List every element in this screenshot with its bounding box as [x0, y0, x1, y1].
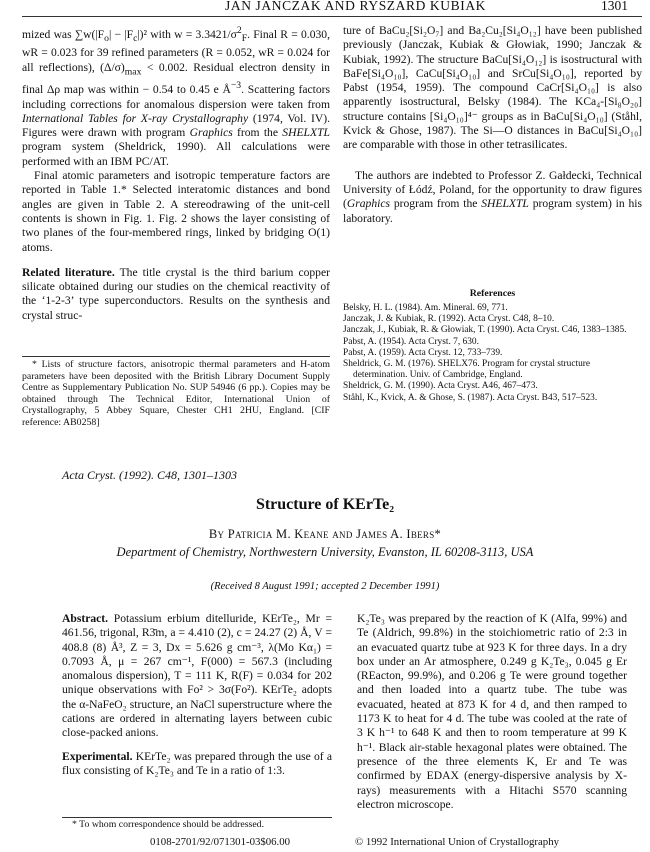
correspondence-footnote: * To whom correspondence should be addressed. — [72, 819, 265, 830]
experimental-continued: K₂Te₃ was prepared by the reaction of K (Alfa, 99%) and Te (Aldrich, 99.8%) in the stoichiometric ratio of 2:3 in an evacuated quartz tube at 923 K for three days. In a dry box under an Ar atmosphere, 0.249 g K₂Te₃, 0.045 g Er (REacton, 99.9%), and 0.206 g Te were ground together and then loaded into a quartz tube. The tube was evacuated, heated at 873 K for 4 d, and then ramped to 1173 K to heat for 4 d. The tube was cooled at the rate of 3 K h⁻¹ to 648 K and then to room temperature at 99 K h⁻¹. Black air-stable hexagonal plates were obtained. The presence of the three elements K, Er and Te was confirmed by EDAX (energy-dispersive analysis by X-rays) measurements with a Hitachi S570 scanning electron microscope. — [357, 612, 627, 811]
received-dates: (Received 8 August 1991; accepted 2 December 1991) — [210, 581, 440, 592]
left-column-top — [22, 24, 330, 323]
right-column-top — [343, 24, 642, 226]
abstract: Abstract. Potassium erbium ditelluride, KErTe₂, Mr = 461.56, trigonal, R3̄m, a = 4.410 (2), c = 24.27 (2) Å, V = 408.8 (8) Å³, Z = 3, Dx = 5.626 g cm⁻³, λ(Mo Kα₁) = 0.7093 Å, μ = 267 cm⁻¹, F(000) = 567.3 (including anomalous dispersion), T = 111 K, R(F) = 0.034 for 202 unique observations with Fo² > 3σ(Fo²). KErTe₂ adopts the α-NaFeO₂ structure, an NaCl superstructure where the cations are ordered in alternating layers between cubic close-packed anions. — [62, 612, 332, 740]
experimental: Experimental. KErTe₂ was prepared through the use of a flux consisting of K₂Te₃ and Te in a ratio of 1:3. — [62, 749, 332, 777]
author-affiliation: Department of Chemistry, Northwestern University, Evanston, IL 60208-3113, USA — [116, 545, 534, 559]
page-number: 1301 — [601, 0, 628, 13]
acknowledgements: The authors are indebted to Professor Z. Gałdecki, Technical University of Łódź, Poland, for the opportunity to draw figures (Graphics program from the SHELXTL program system) in his laboratory. — [343, 168, 642, 225]
reference-item: Janczak, J., Kubiak, R. & Głowiak, T. (1990). Acta Cryst. C46, 1383–1385. — [343, 325, 627, 336]
article-code: 0108-2701/92/071301-03$06.00 — [150, 836, 291, 848]
references-list — [343, 303, 642, 404]
results-paragraph: Final atomic parameters and isotropic temperature factors are reported in Table 1.* Selected interatomic distances and bond angles are given in Table 2. A stereodrawing of the unit-cell contents is shown in Fig. 1. Fig. 2 shows the layer consisting of two planes of the four-membered rings, linked by bridging O(1) atoms. — [22, 169, 330, 254]
correspondence-rule — [62, 817, 332, 818]
reference-item: Sheldrick, G. M. (1976). SHELX76. Program for crystal structure determination. Univ. of Cambridge, England. — [343, 359, 591, 381]
journal-citation: Acta Cryst. (1992). C48, 1301–1303 — [62, 468, 237, 482]
header-rule — [22, 16, 642, 17]
related-literature-continued: ture of BaCu₂[Si₂O₇] and Ba₂Cu₂[Si₄O₁₂] have been published previously (Janczak, Kubiak & Głowiak, 1990; Janczak & Kubiak, 1992). The structure BaCu[Si₄O₁₂] is isostructural with BaFe[Si₄O₁₀], CaCu[Si₄O₁₀] and SrCu[Si₄O₁₀], reported by Pabst (1954, 1959). The compound CaCr[Si₄O₁₀] is also apparently isostructural, Belsky (1984). The KCa₄-[Si₈O₂₀] structure contains [Si₄O₁₀]⁴⁻ groups as in BaCu[Si₄O₁₀] (Ståhl, Kvick & Ghose, 1987). The Si—O distances in BaCu[Si₄O₁₀] are comparable with those in other tetrasilicates. — [343, 24, 642, 152]
refinement-paragraph: mized was $\sum w(|F_o| - |F_c|)^2$ with $w = 3.3421/\sigma^2_F$. Final R = 0.030, wR = 0.023 for 39 refined parameters (R = 0.052, wR = 0.024 for all reflections), $(\Delta/\sigma)_{max} < 0.002$. Residual electron density in final Δρ map was within − 0.54 to 0.45 e $Å^{-3}$. Scattering factors including corrections for anomalous dispersion were taken from International Tables for X-ray Crystallography (1974, Vol. IV). Figures were drawn with program Graphics from the SHELXTL program system (Sheldrick, 1990). All calculations were performed with an IBM PC/AT. — [22, 25, 331, 168]
left-column-bottom — [62, 612, 332, 778]
reference-item: Ståhl, K., Kvick, A. & Ghose, S. (1987). Acta Cryst. B43, 517–523. — [343, 392, 598, 403]
reference-item: Belsky, H. L. (1984). Am. Mineral. 69, 771. — [343, 303, 508, 313]
article-title: Structure of KErTe₂ — [255, 496, 395, 513]
right-column-bottom — [357, 612, 627, 812]
related-literature: Related literature. The title crystal is the third barium copper silicate obtained during our studies on the chemical reactivity of the ‘1-2-3’ type superconductors. Results on the synthesis and crystal struc- — [22, 265, 330, 322]
reference-item: Sheldrick, G. M. (1990). Acta Cryst. A46, 467–473. — [343, 381, 538, 392]
reference-item: Janczak, J. & Kubiak, R. (1992). Acta Cryst. C48, 8–10. — [343, 314, 555, 325]
deposition-footnote: * Lists of structure factors, anisotropic thermal parameters and H-atom parameters have been deposited with the British Library Document Supply Centre as Supplementary Publication No. SUP 54946 (6 pp.). Copies may be obtained through The Technical Editor, International Union of Crystallography, 5 Abbey Square, Chester CH1 2HU, England. [CIF reference: AB0258] — [22, 359, 330, 428]
references-heading: References — [469, 288, 516, 299]
copyright: © 1992 International Union of Crystallography — [355, 836, 560, 848]
running-header-authors: JAN JANCZAK AND RYSZARD KUBIAK — [225, 0, 487, 13]
reference-item: Pabst, A. (1959). Acta Cryst. 12, 733–739. — [343, 347, 503, 358]
reference-item: Pabst, A. (1954). Acta Cryst. 7, 630. — [343, 336, 479, 347]
footnote-rule — [22, 356, 330, 357]
article-authors: By Patricia M. Keane and James A. Ibers* — [208, 527, 442, 541]
